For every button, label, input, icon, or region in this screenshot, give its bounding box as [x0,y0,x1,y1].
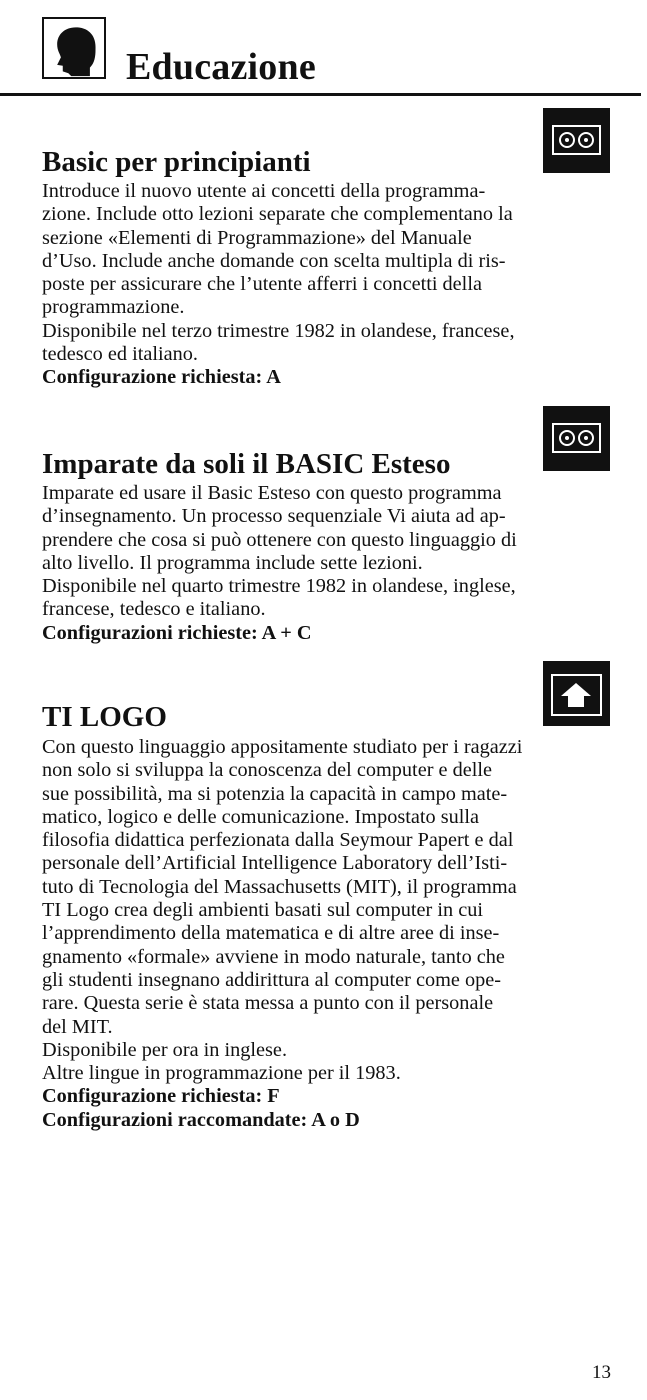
section-description: Con questo linguaggio appositamente studiato per i ragazzi non solo si sviluppa la conoscenza del computer e delle sue possibilità, ma si potenzia la capacità in campo mate- matico, logico e delle comunicazione. Impostato sulla filosofia didattica perfezionata dalla Seymour Papert e dal personale dell’Artificial Intelligence Laboratory dell’Isti- tuto di Tecnologia del Massachusetts (MIT), il programma TI Logo crea degli ambienti basati sul computer in cui l’apprendimento della matematica e di altre aree di inse- gnamento «formale» avviene in modo naturale, tanto che gli studenti insegnano addirittura al computer come ope- rare. Questa serie è stata messa a punto con il personale del MIT. [42,736,523,1038]
section-title: Imparate da soli il BASIC Esteso [42,448,451,480]
section-requirements: Configurazione richiesta: A [42,366,281,389]
section-body [42,180,622,390]
section-availability: Disponibile nel quarto trimestre 1982 in olandese, inglese, francese, tedesco e italiano. [42,575,516,621]
section-body [42,482,622,645]
header-divider [0,93,641,96]
section-requirements: Configurazione richiesta: F [42,1085,280,1108]
page-number: 13 [592,1362,611,1383]
section-description: Introduce il nuovo utente ai concetti della programma- zione. Include otto lezioni separate che complementano la sezione «Elementi di Programmazione» del Manuale d’Uso. Include anche domande con scelta multipla di ris- poste per assicurare che l’utente afferri i concetti della programmazione. [42,180,513,319]
cassette-icon [543,108,610,173]
section-availability: Disponibile per ora in inglese. Altre lingue in programmazione per il 1983. [42,1038,401,1085]
section-description: Imparate ed usare il Basic Esteso con questo programma d’insegnamento. Un processo sequenziale Vi aiuta ad ap- prendere che cosa si può ottenere con questo linguaggio di alto livello. Il programma include sette lezioni. [42,482,517,574]
cassette-icon [543,406,610,471]
section-title: TI LOGO [42,701,167,733]
section-title: Basic per principianti [42,146,311,178]
section-body [42,736,622,1132]
page-title: Educazione [126,46,316,88]
section-requirements: Configurazioni richieste: A + C [42,621,312,644]
section-availability: Disponibile nel terzo trimestre 1982 in olandese, francese, tedesco ed italiano. [42,319,515,366]
section-recommendations: Configurazioni raccomandate: A o D [42,1108,360,1131]
head-silhouette-icon [42,17,106,79]
cartridge-icon [543,661,610,726]
